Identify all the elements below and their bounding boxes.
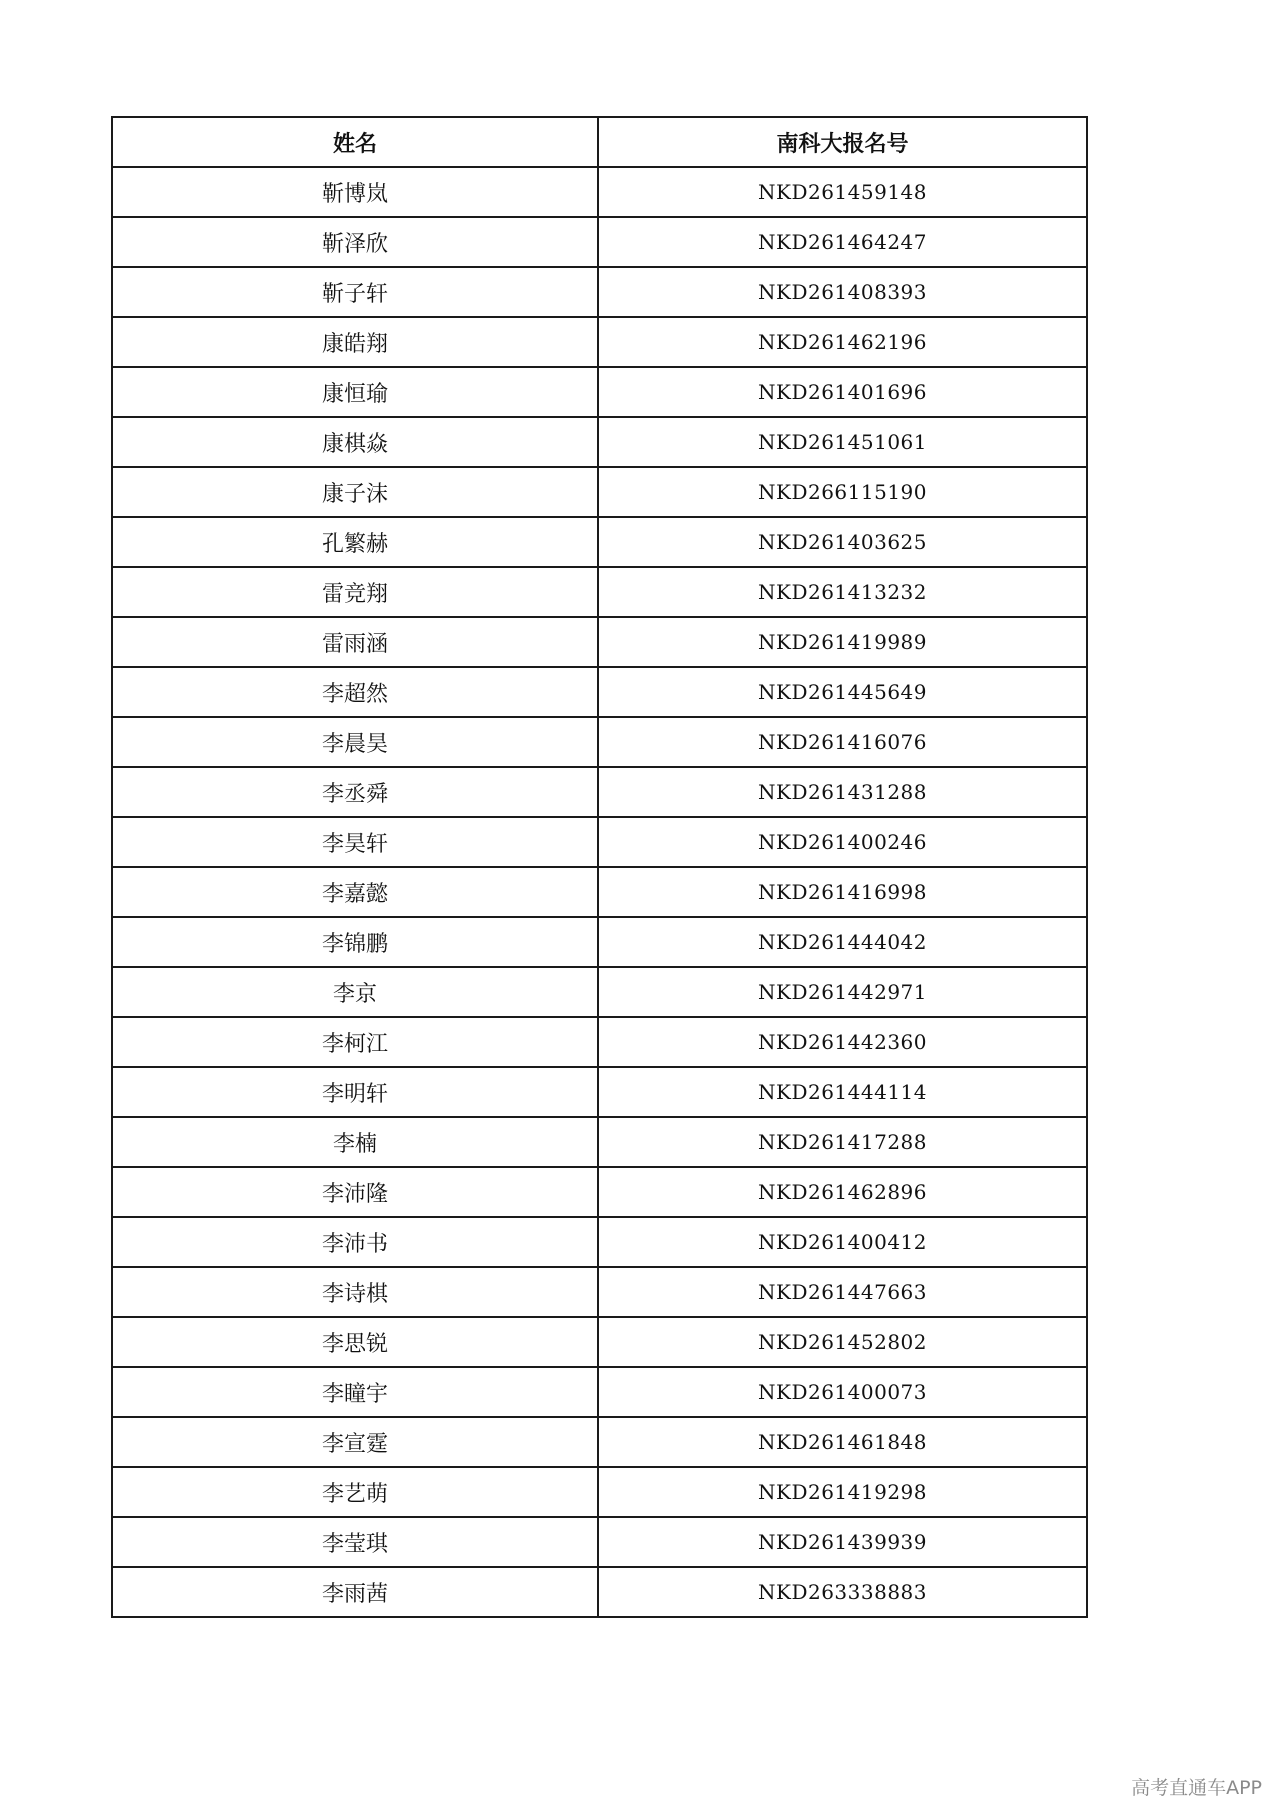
student-name-cell: 李京 [112,967,598,1017]
registration-number-cell: NKD261408393 [598,267,1087,317]
table-row [112,717,1087,767]
admission-list-table [111,116,1088,1618]
student-name-cell: 李沛书 [112,1217,598,1267]
registration-number-cell: NKD261444114 [598,1067,1087,1117]
student-name-cell: 靳泽欣 [112,217,598,267]
registration-number-cell: NKD261451061 [598,417,1087,467]
table-row [112,1317,1087,1367]
table-row [112,1567,1087,1617]
table-row [112,667,1087,717]
table-row [112,1367,1087,1417]
student-name-cell: 孔繁赫 [112,517,598,567]
student-name-cell: 李诗棋 [112,1267,598,1317]
table-row [112,417,1087,467]
student-name-cell: 李宣霆 [112,1417,598,1467]
registration-number-cell: NKD261417288 [598,1117,1087,1167]
table-row [112,817,1087,867]
table-row [112,517,1087,567]
student-name-cell: 李柯江 [112,1017,598,1067]
registration-number-cell: NKD261400246 [598,817,1087,867]
table-row [112,867,1087,917]
student-name-cell: 李沛隆 [112,1167,598,1217]
table-row [112,1417,1087,1467]
header-registration-number: 南科大报名号 [598,117,1087,167]
registration-number-cell: NKD261442971 [598,967,1087,1017]
table-row [112,217,1087,267]
registration-number-cell: NKD261461848 [598,1417,1087,1467]
student-name-cell: 康子沫 [112,467,598,517]
registration-number-cell: NKD261419989 [598,617,1087,667]
registration-number-cell: NKD261400412 [598,1217,1087,1267]
student-name-cell: 康恒瑜 [112,367,598,417]
table-body [112,167,1087,1617]
student-name-cell: 李莹琪 [112,1517,598,1567]
student-name-cell: 李雨茜 [112,1567,598,1617]
student-name-cell: 雷雨涵 [112,617,598,667]
header-row [112,117,1087,167]
student-name-cell: 李明轩 [112,1067,598,1117]
registration-number-cell: NKD261464247 [598,217,1087,267]
student-name-cell: 李思锐 [112,1317,598,1367]
registration-number-cell: NKD261416998 [598,867,1087,917]
registration-number-cell: NKD261462896 [598,1167,1087,1217]
table-row [112,1517,1087,1567]
table-row [112,1167,1087,1217]
registration-number-cell: NKD261445649 [598,667,1087,717]
student-name-cell: 李楠 [112,1117,598,1167]
table-row [112,1067,1087,1117]
registration-number-cell: NKD261400073 [598,1367,1087,1417]
table-row [112,567,1087,617]
table-row [112,917,1087,967]
student-name-cell: 李锦鹏 [112,917,598,967]
table-row [112,167,1087,217]
table-row [112,967,1087,1017]
student-name-cell: 李嘉懿 [112,867,598,917]
table-row [112,1217,1087,1267]
table-row [112,1017,1087,1067]
table-row [112,1267,1087,1317]
registration-number-cell: NKD261416076 [598,717,1087,767]
student-name-cell: 靳博岚 [112,167,598,217]
student-name-cell: 李晨昊 [112,717,598,767]
table-row [112,267,1087,317]
registration-number-cell: NKD261431288 [598,767,1087,817]
student-name-cell: 康皓翔 [112,317,598,367]
student-name-cell: 雷竞翔 [112,567,598,617]
table-row [112,467,1087,517]
student-name-cell: 靳子轩 [112,267,598,317]
table-row [112,617,1087,667]
watermark-text: 高考直通车APP [1131,1777,1262,1799]
registration-number-cell: NKD263338883 [598,1567,1087,1617]
registration-number-cell: NKD261447663 [598,1267,1087,1317]
student-name-cell: 李艺萌 [112,1467,598,1517]
table-row [112,767,1087,817]
header-name: 姓名 [112,117,598,167]
registration-number-cell: NKD261459148 [598,167,1087,217]
student-name-cell: 李昊轩 [112,817,598,867]
registration-number-cell: NKD261444042 [598,917,1087,967]
student-name-cell: 康棋焱 [112,417,598,467]
registration-number-cell: NKD261462196 [598,317,1087,367]
student-name-cell: 李超然 [112,667,598,717]
table-row [112,367,1087,417]
table-row [112,317,1087,367]
registration-number-cell: NKD261442360 [598,1017,1087,1067]
student-name-cell: 李丞舜 [112,767,598,817]
table-header [112,117,1087,167]
registration-number-cell: NKD261452802 [598,1317,1087,1367]
registration-number-cell: NKD261401696 [598,367,1087,417]
registration-number-cell: NKD261413232 [598,567,1087,617]
registration-number-cell: NKD261439939 [598,1517,1087,1567]
table-row [112,1467,1087,1517]
registration-number-cell: NKD261419298 [598,1467,1087,1517]
registration-number-cell: NKD266115190 [598,467,1087,517]
registration-number-cell: NKD261403625 [598,517,1087,567]
table-row [112,1117,1087,1167]
student-name-cell: 李瞳宇 [112,1367,598,1417]
